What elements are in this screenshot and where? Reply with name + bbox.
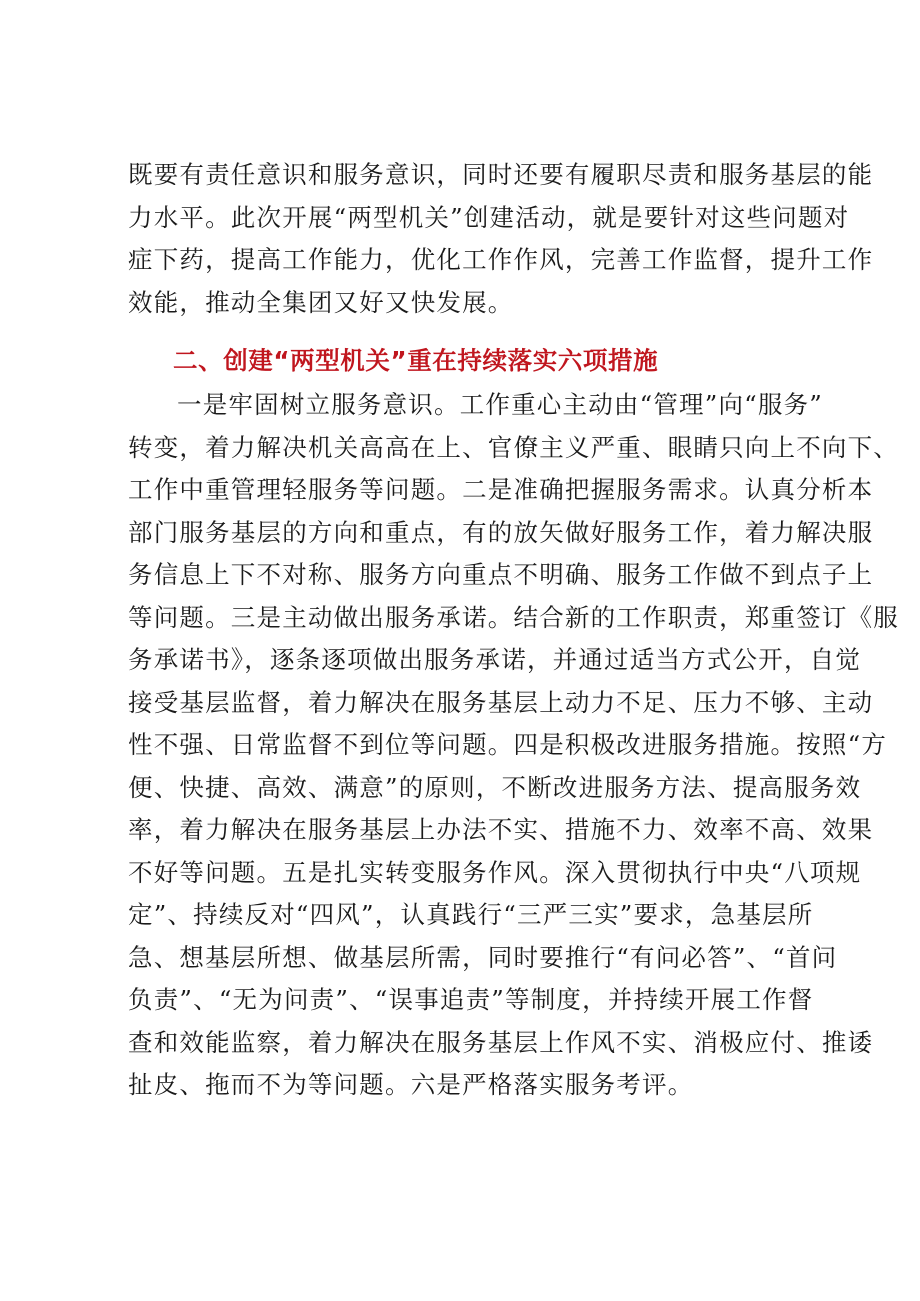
text-line: 接受基层监督，着力解决在服务基层上动力不足、压力不够、主动: [128, 687, 874, 717]
text-line: 症下药，提高工作能力，优化工作作风，完善工作监督，提升工作: [128, 245, 874, 274]
text-line: 效能，推动全集团又好又快发展。: [128, 287, 514, 317]
section-body-paragraph: [128, 384, 899, 1107]
text-line: 定”、持续反对“四风”，认真践行“三严三实”要求，急基层所: [128, 900, 814, 929]
section-heading: 二、创建“两型机关”重在持续落实六项措施: [173, 346, 659, 375]
text-line: 查和效能监察，着力解决在服务基层上作风不实、消极应付、推诿: [128, 1027, 874, 1057]
text-line: 等问题。三是主动做出服务承诺。结合新的工作职责，郑重签订《服: [128, 602, 899, 632]
text-line: 工作中重管理轻服务等问题。二是准确把握服务需求。认真分析本: [128, 475, 874, 504]
text-line: 部门服务基层的方向和重点，有的放矢做好服务工作，着力解决服: [128, 517, 874, 547]
text-line: 扯皮、拖而不为等问题。六是严格落实服务考评。: [128, 1070, 694, 1099]
text-line: 不好等问题。五是扎实转变服务作风。深入贯彻执行中央“八项规: [128, 857, 862, 887]
text-line: 负责”、“无为问责”、“误事追责”等制度，并持续开展工作督: [128, 985, 814, 1014]
text-line: 转变，着力解决机关高高在上、官僚主义严重、眼睛只向上不向下、: [128, 432, 899, 462]
paragraph-continuation: [128, 154, 874, 324]
text-line: 务承诺书》，逐条逐项做出服务承诺，并通过适当方式公开，自觉: [128, 645, 862, 674]
text-line: 率，着力解决在服务基层上办法不实、措施不力、效率不高、效果: [128, 815, 874, 844]
text-line: 便、快捷、高效、满意”的原则，不断改进服务方法、提高服务效: [128, 772, 862, 802]
text-line: 既要有责任意识和服务意识，同时还要有履职尽责和服务基层的能: [128, 160, 874, 189]
text-line: 一是牢固树立服务意识。工作重心主动由“管理”向“服务”: [177, 390, 823, 419]
text-line: 性不强、日常监督不到位等问题。四是积极改进服务措施。按照“方: [128, 730, 888, 759]
text-line: 务信息上下不对称、服务方向重点不明确、服务工作做不到点子上: [128, 560, 874, 589]
text-line: 力水平。此次开展“两型机关”创建活动，就是要针对这些问题对: [128, 202, 850, 232]
text-line: 急、想基层所想、做基层所需，同时要推行“有问必答”、“首问: [128, 942, 838, 972]
